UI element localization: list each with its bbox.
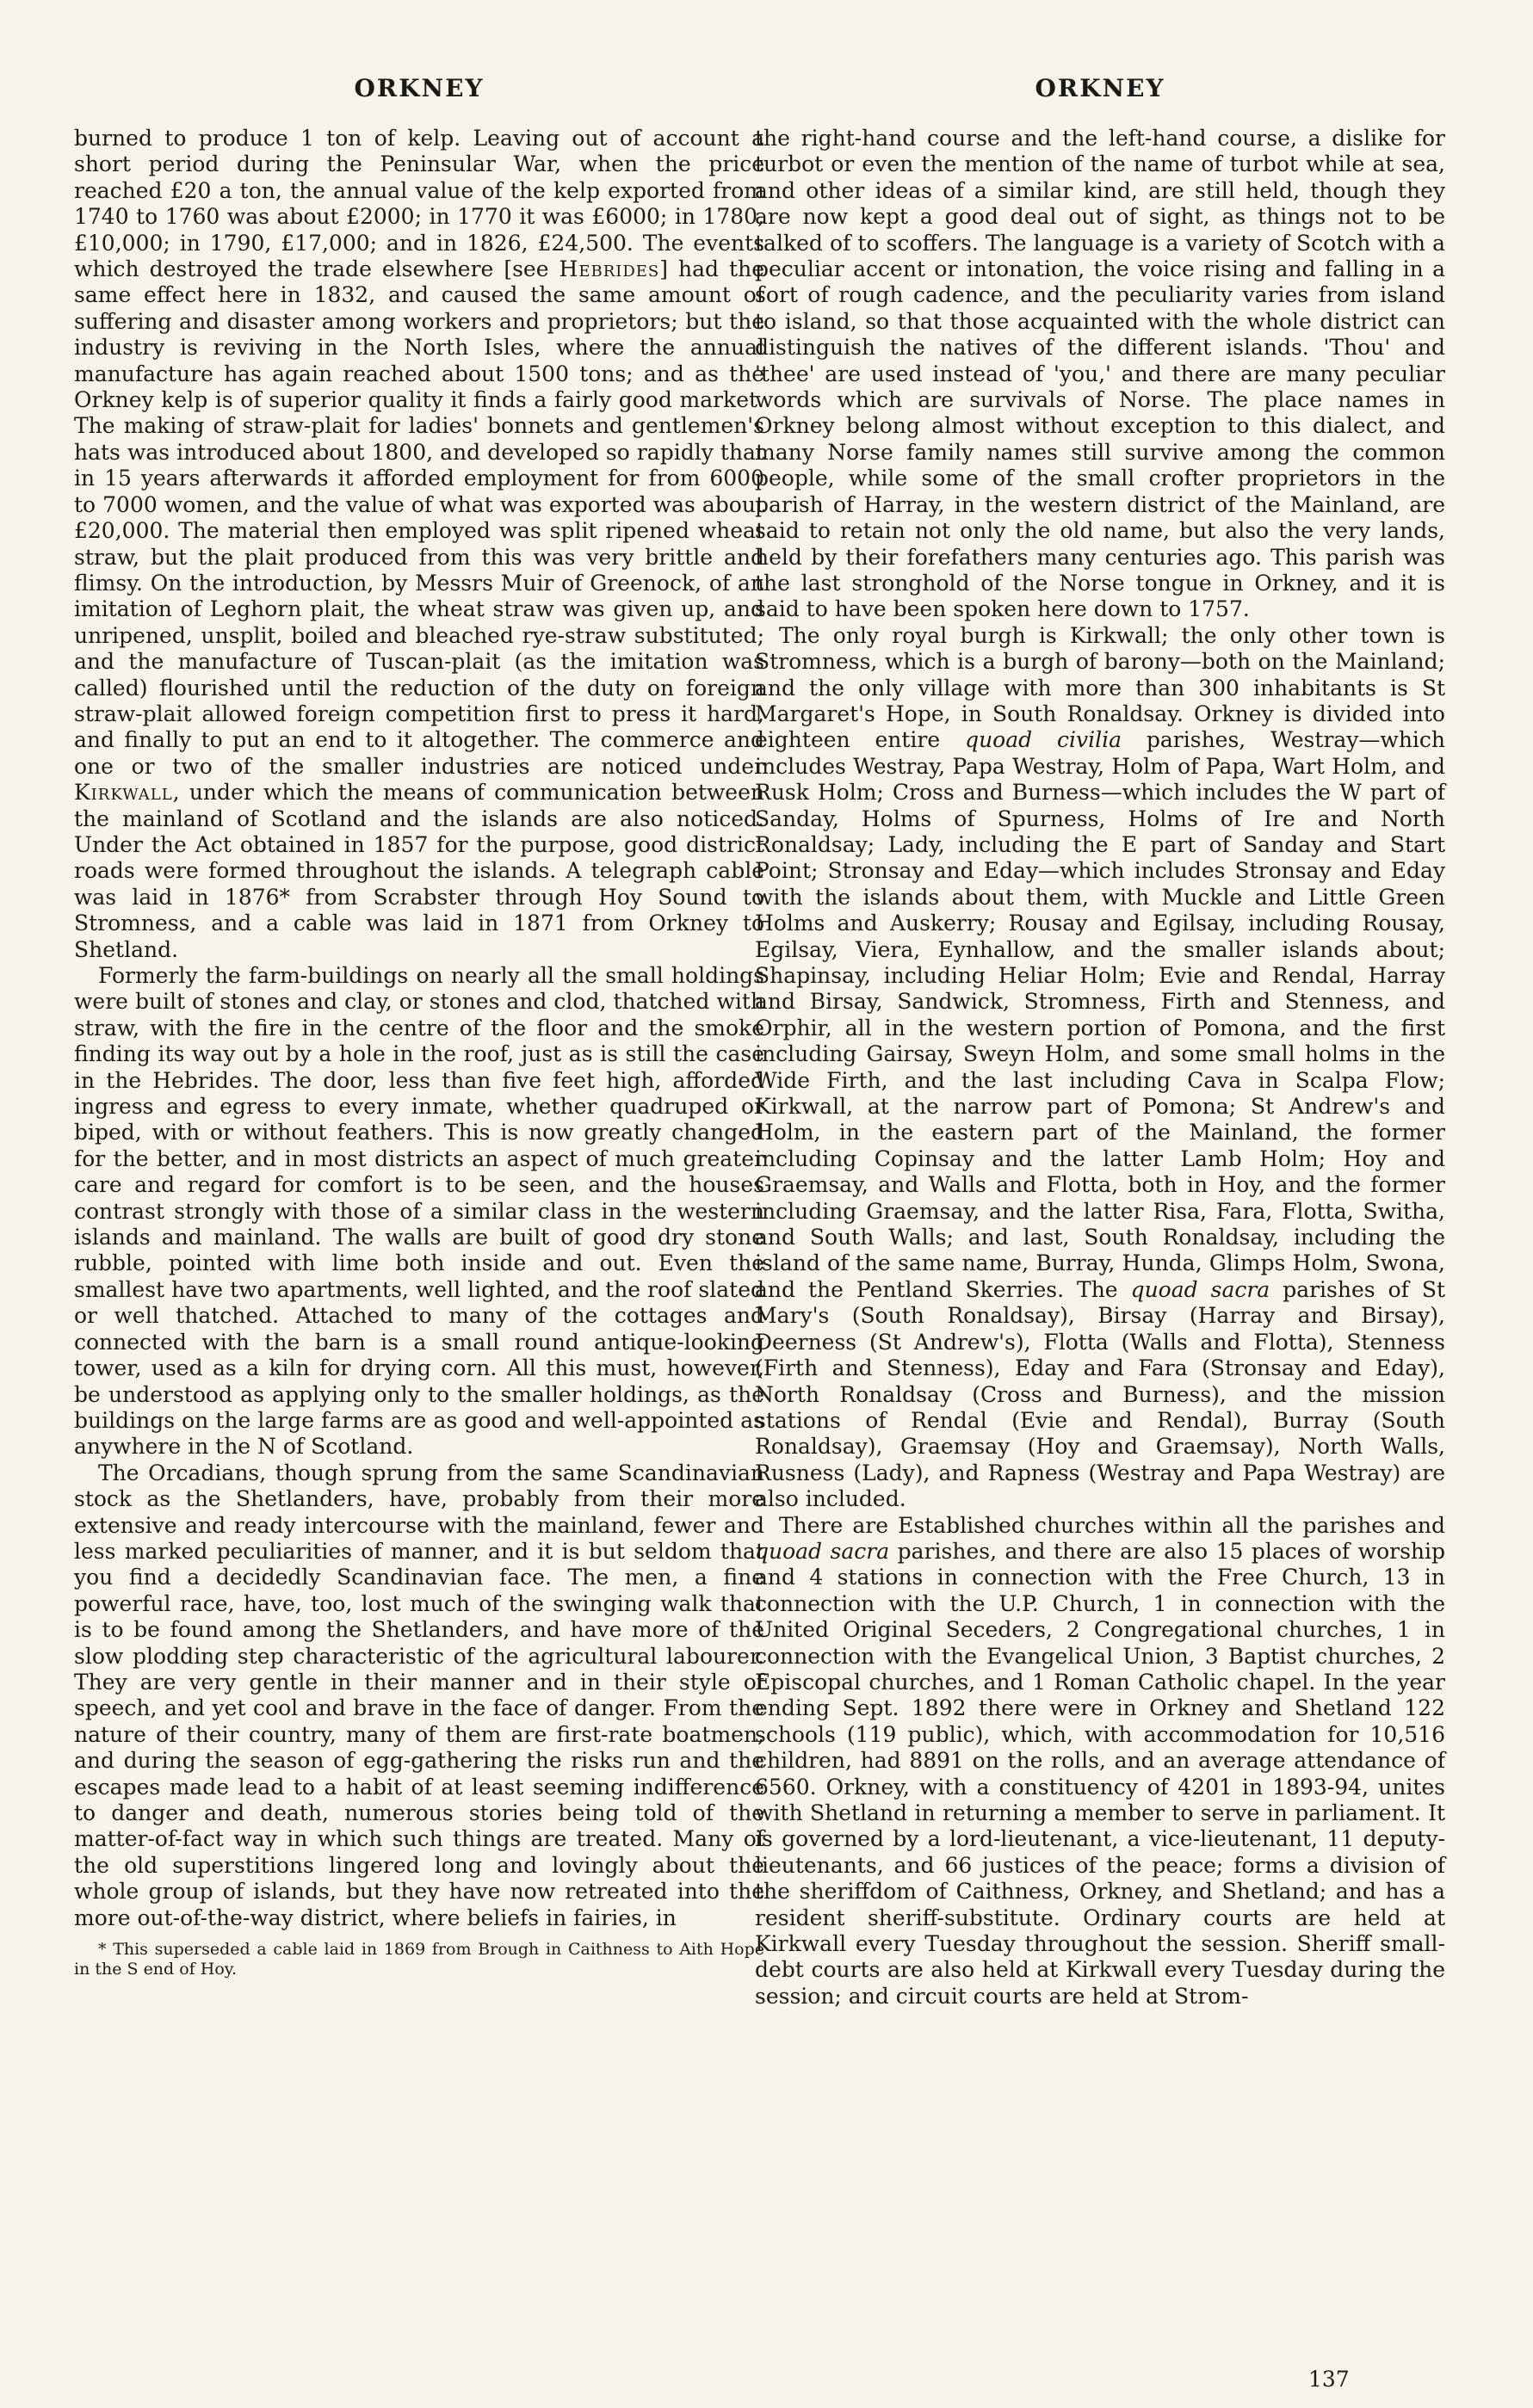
text-run: parishes, and there are also 15 places of worship and 4 stations in connection with the Free Church, 13 in connection with the U.P. Church, 1 in connection with the United Original Seceders, 2 Congregational churches, 1 in connection with the Evangelical Union, 3 Baptist churches, 2 Episcopal churches, and 1 Roman Catholic chapel. In the year ending Sept. 1892 there were in Orkney and Shetland 122 schools (119 public), which, with accommodation for 10,516 children, had 8891 on the rolls, and an average attendance of 6560. Orkney, with a constituency of 4201 in 1893-94, unites with Shetland in returning a member to serve in parliament. It is governed by a lord-lieutenant, a vice-lieutenant, 11 deputy-lieutenants, and 66 justices of the peace; forms a division of the sheriffdom of Caithness, Orkney, and Shetland; and has a resident sheriff-substitute. Ordinary courts are held at Kirkwall every Tuesday throughout the session. Sheriff small-debt courts are also held at Kirkwall every Tuesday during the session; and circuit courts are held at Strom- — [755, 1538, 1446, 2009]
running-header-right: ORKNEY — [1035, 74, 1165, 102]
italic-term: quoad sacra — [1130, 1276, 1270, 1302]
text-run: The only royal burgh is Kirkwall; the only other town is Stromness, which is a burgh of barony—both on the Mainland; and the only village with more than 300 inhabitants is St Margaret's Hope, in South Ronaldsay. Orkney is divided into eighteen entire — [755, 622, 1445, 753]
text-run: parishes of St Mary's (South Ronaldsay), Birsay (Harray and Birsay), Deerness (St Andrew's), Flotta (Walls and Flotta), Stenness (Firth and Stenness), Eday and Fara (Stronsay and Eday), North Ronaldsay (Cross and Burness), and the mission stations of Rendal (Evie and Rendal), Burray (South Ronaldsay), Graemsay (Hoy and Graemsay), North Walls, Rusness (Lady), and Rapness (Westray and Papa Westray) are also included. — [755, 1276, 1446, 1512]
italic-term: quoad sacra — [755, 1538, 890, 1564]
paragraph — [755, 1513, 1445, 2010]
running-header-left: ORKNEY — [354, 74, 485, 102]
cross-reference: Hebrides — [559, 256, 660, 282]
paragraph: the right-hand course and the left-hand course, a dislike for turbot or even the mention of the name of turbot while at sea, and other ideas of a similar kind, are still held, though they are now kept a good deal out of sight, as things not to be talked of to scoffers. The language is a variety of Scotch with a peculiar accent or intonation, the voice rising and falling in a sort of rough cadence, and the peculiarity varies from island to island, so that those acquainted with the whole district can distinguish the natives of the different islands. 'Thou' and 'thee' are used instead of 'you,' and there are many peculiar words which are survivals of Norse. The place names in Orkney belong almost without exception to this dialect, and many Norse family names still survive among the common people, while some of the small crofter proprietors in the parish of Harray, in the western district of the Mainland, are said to retain not only the old name, but also the very lands, held by their forefathers many centuries ago. This parish was the last stronghold of the Norse tongue in Orkney, and it is said to have been spoken here down to 1757. — [755, 126, 1445, 622]
text-run: ] had the same effect here in 1832, and caused the same amount of suffering and disaster among workers and proprietors; but the industry is reviving in the North Isles, where the annual manufacture has again reached about 1500 tons; and as the Orkney kelp is of superior quality it finds a fairly good market. The making of straw-plait for ladies' bonnets and gentlemen's hats was introduced about 1800, and developed so rapidly that in 15 years afterwards it afforded employment for from 6000 to 7000 women, and the value of what was exported was about £20,000. The material then employed was split ripened wheat straw, but the plait produced from this was very brittle and flimsy. On the introduction, by Messrs Muir of Greenock, of an imitation of Leghorn plait, the wheat straw was given up, and unripened, unsplit, boiled and bleached rye-straw substituted; and the manufacture of Tuscan-plait (as the imitation was called) flourished until the reduction of the duty on foreign straw-plait allowed foreign competition first to press it hard, and finally to put an end to it altogether. The commerce and one or two of the smaller industries are noticed under — [74, 256, 764, 779]
paragraph — [74, 126, 764, 963]
footnote: * This superseded a cable laid in 1869 from Brough in Caithness to Aith Hope in the S end of Hoy. — [74, 1940, 764, 1979]
text-run: parishes, Westray—which includes Westray, Papa Westray, Holm of Papa, Wart Holm, and Rusk Holm; Cross and Burness—which includes the W part of Sanday, Holms of Spurness, Holms of Ire and North Ronaldsay; Lady, including the E part of Sanday and Start Point; Stronsay and Eday—which includes Stronsay and Eday with the islands about them, with Muckle and Little Green Holms and Auskerry; Rousay and Egilsay, including Rousay, Egilsay, Viera, Eynhallow, and the smaller islands about; Shapinsay, including Heliar Holm; Evie and Rendal, Harray and Birsay, Sandwick, Stromness, Firth and Stenness, and Orphir, all in the western portion of Pomona, and the first including Gairsay, Sweyn Holm, and some small holms in the Wide Firth, and the last including Cava in Scalpa Flow; Kirkwall, at the narrow part of Pomona; St Andrew's and Holm, in the eastern part of the Mainland, the former including Copinsay and the latter Lamb Holm; Hoy and Graemsay, and Walls and Flotta, both in Hoy, and the former including Graemsay, and the latter Risa, Fara, Flotta, Switha, and South Walls; and last, South Ronaldsay, including the island of the same name, Burray, Hunda, Glimps Holm, Swona, and the Pentland Skerries. The — [755, 727, 1446, 1302]
cross-reference: Kirkwall — [74, 780, 173, 806]
text-run: burned to produce 1 ton of kelp. Leaving out of account a short period during the Peninsular War, when the price reached £20 a ton, the annual value of the kelp exported from 1740 to 1760 was about £2000; in 1770 it was £6000; in 1780, £10,000; in 1790, £17,000; and in 1826, £24,500. The events which destroyed the trade elsewhere [see — [74, 126, 764, 282]
page-number: 137 — [1308, 2367, 1350, 2392]
left-column — [74, 126, 764, 1979]
text-run: There are Established churches within all the parishes and — [779, 1512, 1445, 1538]
paragraph — [755, 623, 1445, 1513]
right-column — [755, 126, 1445, 2010]
paragraph: The Orcadians, though sprung from the same Scandinavian stock as the Shetlanders, have, probably from their more extensive and ready intercourse with the mainland, fewer and less marked peculiarities of manner, and it is but seldom that you find a decidedly Scandinavian face. The men, a fine powerful race, have, too, lost much of the swinging walk that is to be found among the Shetlanders, and have more of the slow plodding step characteristic of the agricultural labourer. They are very gentle in their manner and in their style of speech, and yet cool and brave in the face of danger. From the nature of their country, many of them are first-rate boatmen, and during the season of egg-gathering the risks run and the escapes made lead to a habit of at least seeming indifference to danger and death, numerous stories being told of the matter-of-fact way in which such things are treated. Many of the old superstitions lingered long and lovingly about the whole group of islands, but they have now retreated into the more out-of-the-way district, where beliefs in fairies, in — [74, 1460, 764, 1930]
paragraph: Formerly the farm-buildings on nearly all the small holdings were built of stones and clay, or stones and clod, thatched with straw, with the fire in the centre of the floor and the smoke finding its way out by a hole in the roof, just as is still the case in the Hebrides. The door, less than five feet high, afforded ingress and egress to every inmate, whether quadruped or biped, with or without feathers. This is now greatly changed for the better, and in most districts an aspect of much greater care and regard for comfort is to be seen, and the houses contrast strongly with those of a similar class in the western islands and mainland. The walls are built of good dry stone rubble, pointed with lime both inside and out. Even the smallest have two apartments, well lighted, and the roof slated or well thatched. Attached to many of the cottages and connected with the barn is a small round antique-looking tower, used as a kiln for drying corn. All this must, however, be understood as applying only to the smaller holdings, as the buildings on the large farms are as good and well-appointed as anywhere in the N of Scotland. — [74, 963, 764, 1460]
italic-term: quoad civilia — [965, 727, 1122, 753]
text-run: , under which the means of communication between the mainland of Scotland and the islands are also noticed. Under the Act obtained in 1857 for the purpose, good district roads were formed throughout the islands. A telegraph cable was laid in 1876* from Scrabster through Hoy Sound to Stromness, and a cable was laid in 1871 from Orkney to Shetland. — [74, 780, 764, 962]
